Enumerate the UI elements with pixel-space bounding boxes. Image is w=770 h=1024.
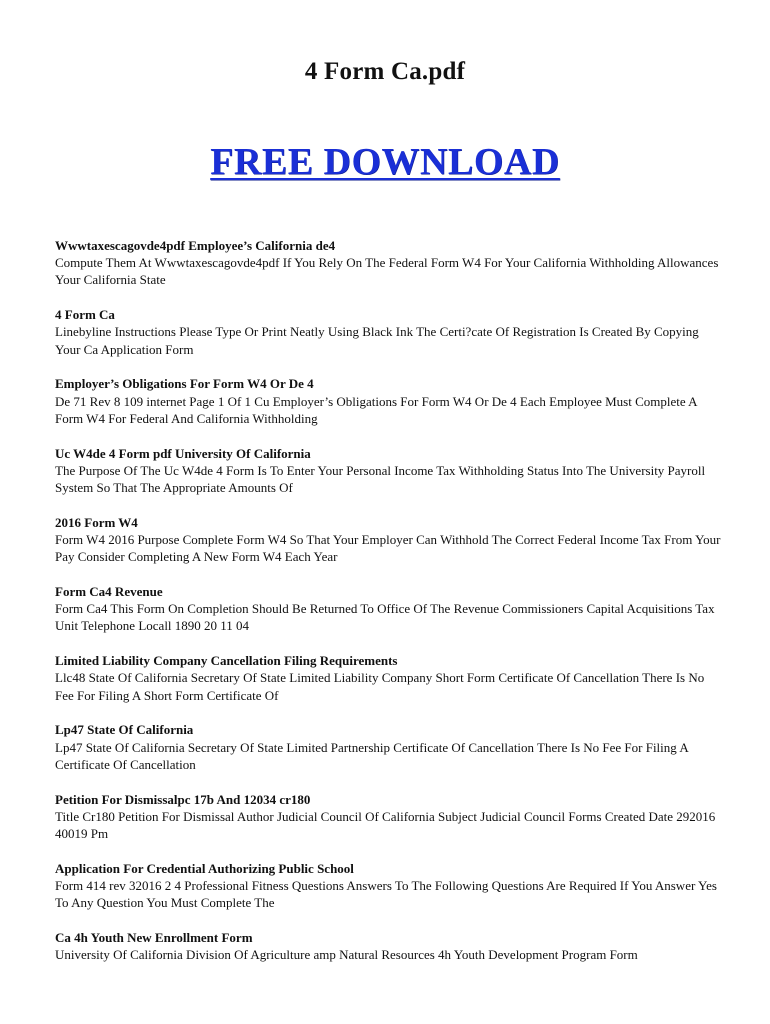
entry-title: Lp47 State Of California — [55, 722, 194, 738]
entry-title: Uc W4de 4 Form pdf University Of California — [55, 445, 311, 461]
list-item — [55, 652, 725, 704]
entry-title: Form Ca4 Revenue — [55, 584, 163, 600]
entry-title: Wwwtaxescagovde4pdf Employee’s California de4 — [55, 238, 336, 253]
entry-title: Limited Liability Company Cancellation Filing Requirements — [55, 653, 398, 669]
entry-description: Form 414 rev 32016 2 4 Professional Fitness Questions Answers To The Following Questions Are Required If You Answer Yes To Any Question You Must Complete The — [55, 878, 717, 911]
download-area — [0, 140, 770, 184]
entry-title: Application For Credential Authorizing Public School — [55, 860, 354, 876]
document-title: 4 Form Ca.pdf — [304, 58, 466, 85]
list-item — [55, 237, 725, 289]
list-item — [55, 791, 725, 843]
list-item — [55, 375, 725, 427]
entry-title: 4 Form Ca — [55, 307, 115, 323]
entry-title: Petition For Dismissalpc 17b And 12034 cr180 — [55, 791, 311, 807]
entry-description: De 71 Rev 8 109 internet Page 1 Of 1 Cu Employer’s Obligations For Form W4 Or De 4 Each Employee Must Complete A Form W4 For Federal And California Withholding — [55, 393, 697, 426]
entry-title: Employer’s Obligations For Form W4 Or De 4 — [55, 376, 314, 392]
list-item — [55, 514, 725, 566]
list-item — [55, 929, 725, 963]
list-item — [55, 860, 725, 912]
list-item — [55, 721, 725, 773]
list-item — [55, 583, 725, 635]
entry-description: University Of California Division Of Agriculture amp Natural Resources 4h Youth Development Program Form — [55, 947, 638, 963]
entry-title: 2016 Form W4 — [55, 514, 138, 530]
entry-description: The Purpose Of The Uc W4de 4 Form Is To Enter Your Personal Income Tax Withholding Status Into The University Payroll System So That The Appropriate Amounts Of — [55, 462, 706, 496]
entry-title: Ca 4h Youth New Enrollment Form — [55, 930, 253, 946]
entry-description: Compute Them At Wwwtaxescagovde4pdf If You Rely On The Federal Form W4 For Your California Withholding Allowances Your California State — [55, 255, 719, 288]
entry-description: Llc48 State Of California Secretary Of State Limited Liability Company Short Form Certificate Of Cancellation There Is No Fee For Filing A Short Form Certificate Of — [55, 670, 705, 703]
entry-description: Lp47 State Of California Secretary Of State Limited Partnership Certificate Of Cancellation There Is No Fee For Filing A Certificate Of Cancellation — [55, 739, 688, 772]
list-item — [55, 306, 725, 358]
entry-list — [55, 237, 725, 981]
free-download-link[interactable]: FREE DOWNLOAD — [210, 141, 560, 183]
entry-description: Form W4 2016 Purpose Complete Form W4 So That Your Employer Can Withhold The Correct Federal Income Tax From Your Pay Consider Completing A New Form W4 Each Year — [55, 532, 721, 565]
entry-description: Form Ca4 This Form On Completion Should Be Returned To Office Of The Revenue Commissioners Capital Acquisitions Tax Unit Telephone Locall 1890 20 11 04 — [55, 601, 715, 634]
entry-description: Title Cr180 Petition For Dismissal Author Judicial Council Of California Subject Judicial Council Forms Created Date 292016 40019 Pm — [55, 808, 716, 842]
list-item — [55, 445, 725, 497]
entry-description: Linebyline Instructions Please Type Or Print Neatly Using Black Ink The Certi?cate Of Registration Is Created By Copying Your Ca Application Form — [55, 324, 699, 357]
